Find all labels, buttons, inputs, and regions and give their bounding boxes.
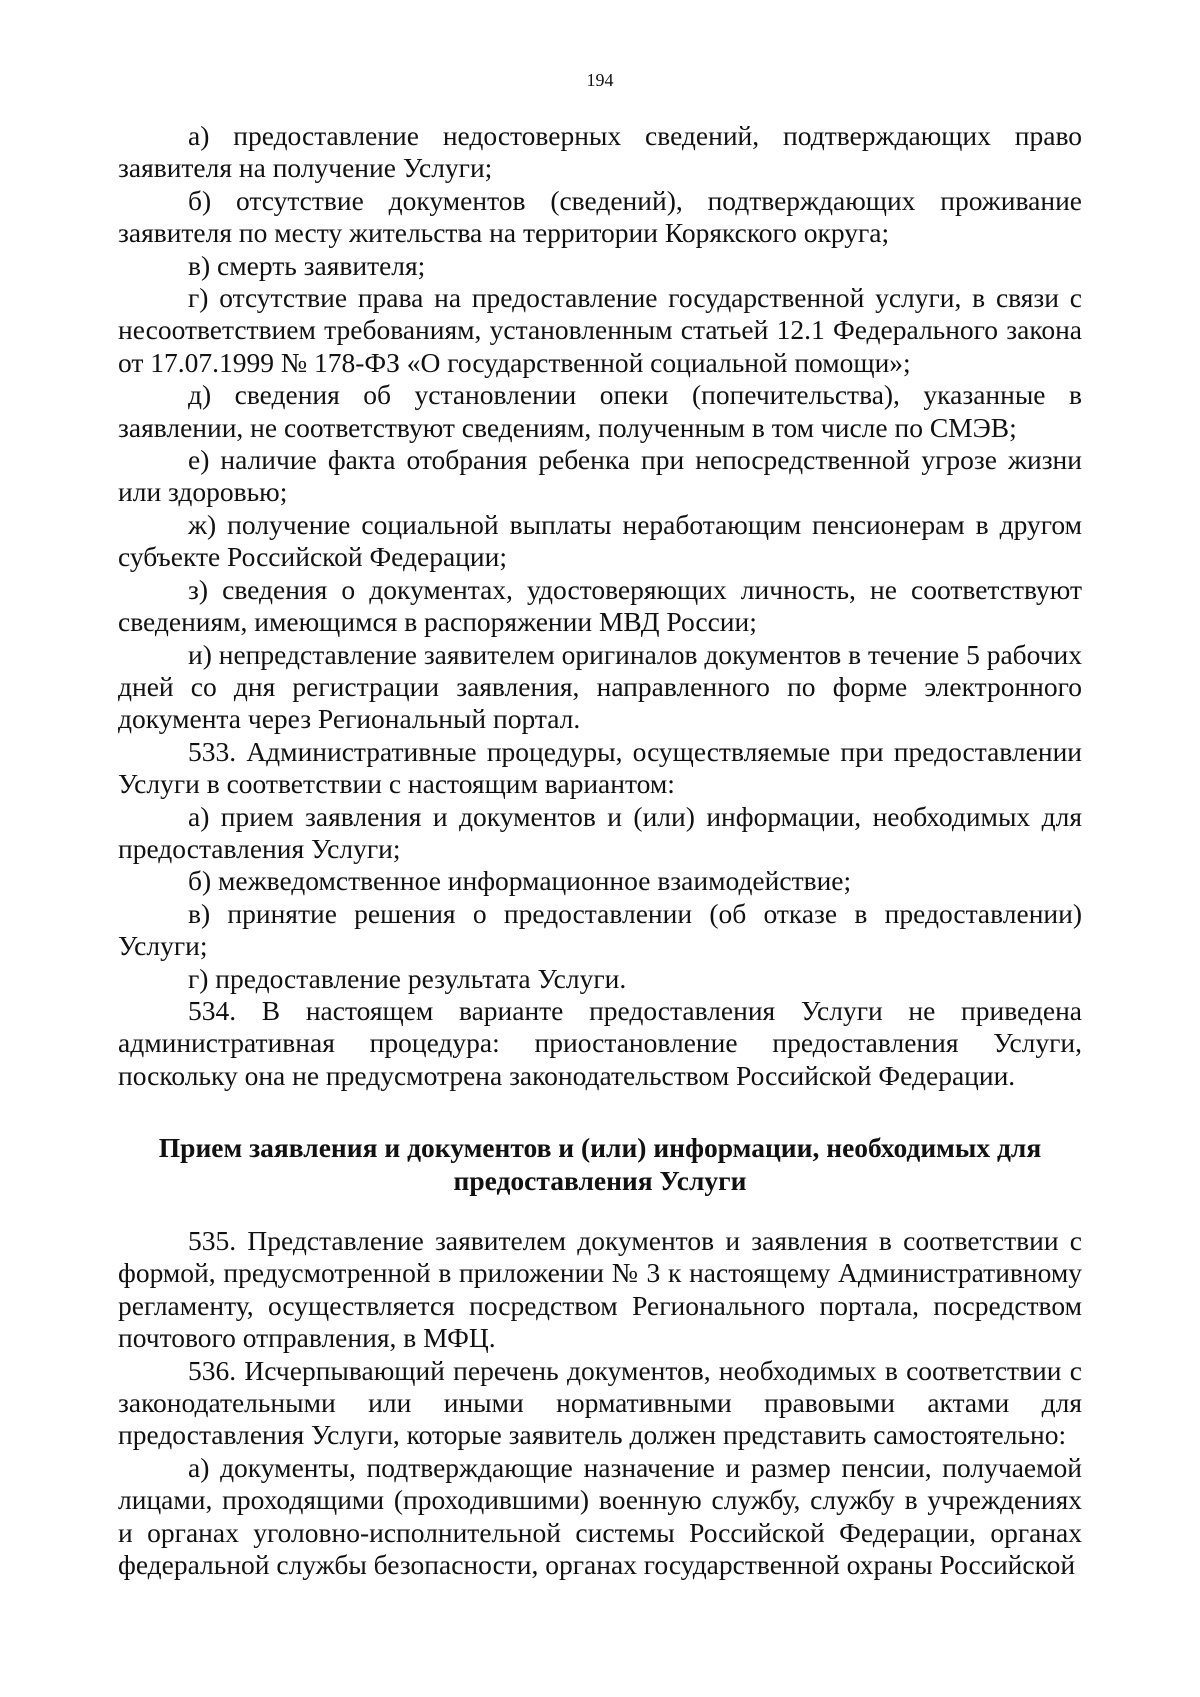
paragraph-535: 535. Представление заявителем документов и заявления в соответствии с формой, предусмотренной в приложении № 3 к настоящему Административному регламенту, осуществляется посредством Регионального портала, посредством почтового отправления, в МФЦ.	[118, 1225, 1082, 1354]
paragraph-533-item-v: в) принятие решения о предоставлении (об отказе в предоставлении) Услуги;	[118, 897, 1082, 962]
paragraph-533-item-b: б) межведомственное информационное взаимодействие;	[188, 865, 852, 897]
paragraph-item-g-no-right: г) отсутствие права на предоставление государственной услуги, в связи с несоответствием требованиям, установленным статьей 12.1 Федерального закона от 17.07.1999 № 178-ФЗ «О государственной социальной помощи»;	[118, 282, 1082, 378]
paragraph-item-e-child-removal: е) наличие факта отобрания ребенка при непосредственной угрозе жизни или здоровью;	[118, 444, 1082, 508]
page-number: 194	[586, 70, 614, 90]
section-heading: Прием заявления и документов и (или) информации, необходимых для предоставления Услуги	[158, 1132, 1042, 1196]
paragraph-533-item-g: г) предоставление результата Услуги.	[188, 962, 627, 994]
paragraph-item-zh-other-region: ж) получение социальной выплаты неработающим пенсионерам в другом субъекте Российской Федерации;	[118, 508, 1082, 573]
paragraph-item-i-no-originals: и) непредставление заявителем оригиналов документов в течение 5 рабочих дней со дня регистрации заявления, направленного по форме электронного документа через Региональный портал.	[118, 638, 1082, 735]
paragraph-533: 533. Административные процедуры, осуществляемые при предоставлении Услуги в соответствии с настоящим вариантом:	[118, 735, 1082, 800]
document-body	[118, 120, 1082, 1581]
paragraph-item-d-guardianship: д) сведения об установлении опеки (попечительства), указанные в заявлении, не соответствуют сведениям, полученным в том числе по СМЭВ;	[118, 379, 1082, 443]
paragraph-item-v-death: в) смерть заявителя;	[188, 249, 426, 281]
paragraph-534: 534. В настоящем варианте предоставления Услуги не приведена административная процедура: приостановление предоставления Услуги, поскольку она не предусмотрена законодательством Российской Федерации.	[118, 994, 1082, 1091]
paragraph-item-a-false-info: а) предоставление недостоверных сведений, подтверждающих право заявителя на получение Услуги;	[118, 120, 1082, 184]
paragraph-536: 536. Исчерпывающий перечень документов, необходимых в соответствии с законодательными или иными нормативными правовыми актами для предоставления Услуги, которые заявитель должен представить самостоятельно:	[118, 1354, 1082, 1451]
paragraph-item-z-identity-docs: з) сведения о документах, удостоверяющих личность, не соответствуют сведениям, имеющимся в распоряжении МВД России;	[118, 573, 1082, 638]
paragraph-item-b-no-residence-docs: б) отсутствие документов (сведений), подтверждающих проживание заявителя по месту жительства на территории Корякского округа;	[118, 184, 1082, 249]
paragraph-533-item-a: а) прием заявления и документов и (или) информации, необходимых для предоставления Услуги;	[118, 800, 1082, 864]
paragraph-536-item-a: а) документы, подтверждающие назначение и размер пенсии, получаемой лицами, проходящими (проходившими) военную службу, службу в учреждениях и органах уголовно-исполнительной системы Российской Федерации, органах федеральной службы безопасности, органах государственной охраны Российской	[118, 1451, 1082, 1581]
